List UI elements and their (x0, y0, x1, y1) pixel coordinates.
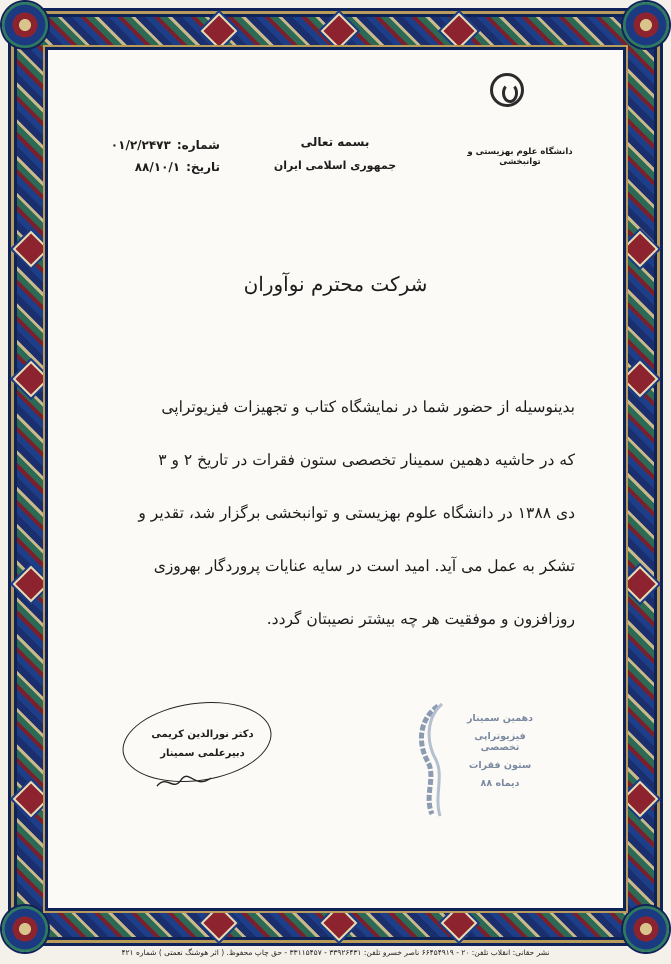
signature-scrawl (155, 772, 215, 794)
signatory-name: دکتر نورالدین کریمی (151, 729, 254, 740)
border-blossom (15, 363, 46, 394)
border-blossom (624, 233, 655, 264)
seminar-line: فیزیوتراپی تخصصی (474, 731, 526, 753)
body-line: دی ۱۳۸۸ در دانشگاه علوم بهزیستی و توانبخشی برگزار شد، تقدیر و (138, 504, 575, 522)
date-value: ۸۸/۱۰/۱ (134, 160, 181, 174)
letter-meta (70, 138, 220, 182)
corner-ornament-top-left (2, 2, 48, 48)
salutation: شرکت محترم نوآوران (243, 272, 428, 296)
date-label: تاریخ: (186, 160, 220, 174)
number-row (70, 138, 220, 152)
border-blossom (203, 907, 234, 938)
border-blossom (15, 568, 46, 599)
border-blossom (624, 363, 655, 394)
body-line: بدینوسیله از حضور شما در نمایشگاه کتاب و تجهیزات فیزیوتراپی (161, 398, 575, 416)
border-blossom (323, 907, 354, 938)
number-label: شماره: (176, 138, 220, 152)
corner-ornament-top-right (623, 2, 669, 48)
border-blossom (624, 783, 655, 814)
corner-ornament-bottom-left (2, 906, 48, 952)
border-blossom (624, 568, 655, 599)
border-blossom (443, 907, 474, 938)
body-line: تشکر به عمل می آید. امید است در سایه عنایات پروردگار بهروزی (153, 557, 575, 575)
signature-block (140, 729, 265, 767)
border-blossom (443, 15, 474, 46)
letter-body (95, 398, 575, 663)
letter-header (255, 135, 415, 172)
date-row (70, 160, 220, 174)
number-value: ۰۱/۲/۲۴۷۳ (110, 138, 171, 152)
invocation: بسمه تعالی (300, 135, 370, 149)
seminar-line: دهمین سمینار (466, 713, 534, 724)
border-blossom (203, 15, 234, 46)
university-name: دانشگاه علوم بهزیستی و توانبخشی (467, 147, 573, 167)
body-line: که در حاشیه دهمین سمینار تخصصی ستون فقرات در تاریخ ۲ و ۳ (158, 451, 575, 469)
border-blossom (323, 15, 354, 46)
signatory-title: دبیرعلمی سمینار (160, 748, 245, 759)
seminar-line: دیماه ۸۸ (480, 778, 520, 789)
printer-footer: نشر حقانی: انقلاب تلفن: ۲۰ - ۶۶۴۵۴۹۱۹ ناصر خسرو تلفن: ۳۳۹۲۶۴۳۱ - ۳۳۱۱۵۴۵۷ - حق چاپ محفوظ. ( اثر هوشنگ نعمتی ) شماره ۴۲۱ (121, 948, 550, 957)
border-blossom (15, 783, 46, 814)
spine-logo-icon (410, 700, 450, 820)
border-blossom (15, 233, 46, 264)
seminar-stamp (455, 713, 545, 796)
corner-ornament-bottom-right (623, 906, 669, 952)
body-line: روزافزون و موفقیت هر چه بیشتر نصیبتان گردد. (266, 610, 575, 628)
university-logo-icon (490, 73, 524, 107)
country-name: جمهوری اسلامی ایران (273, 159, 397, 172)
seminar-line: ستون فقرات (468, 760, 532, 771)
